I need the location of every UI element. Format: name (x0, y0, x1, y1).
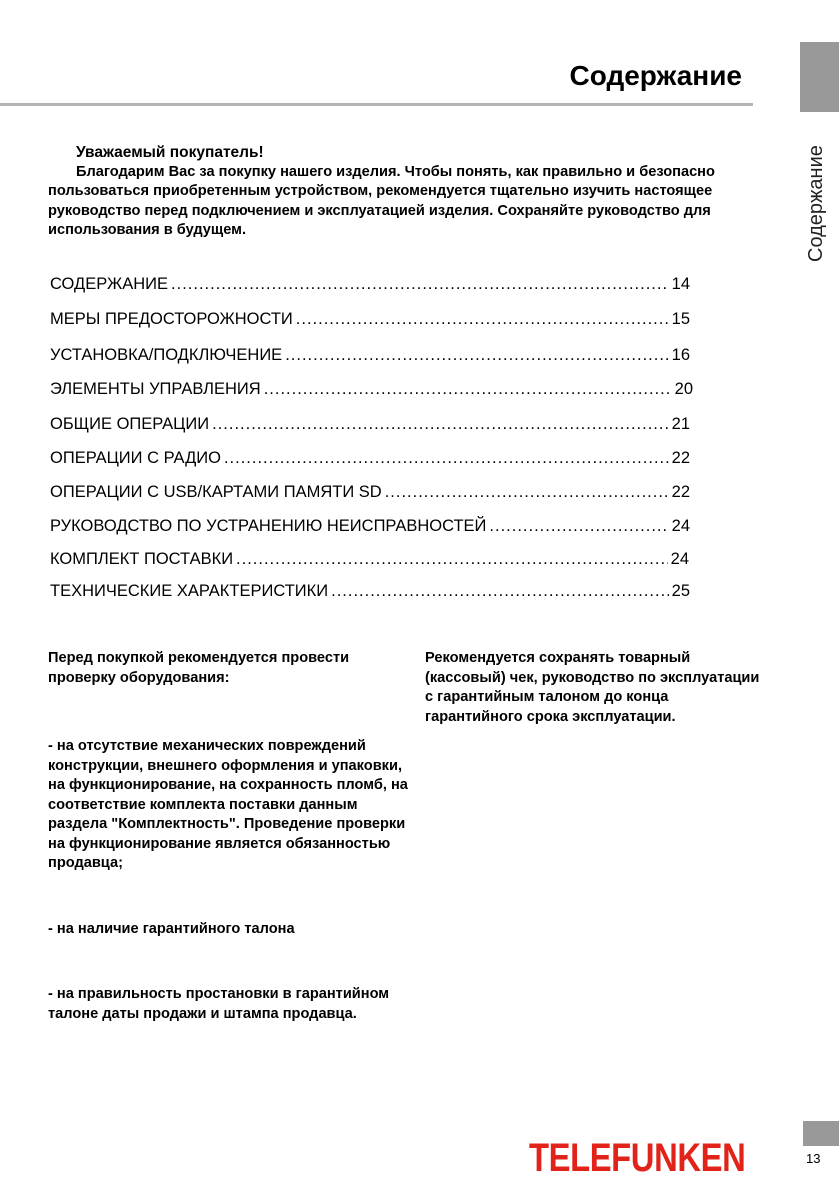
receipt-note-column (425, 649, 765, 727)
toc-page: 24 (670, 550, 689, 568)
toc-label: ОПЕРАЦИИ С USB/КАРТАМИ ПАМЯТИ SD (50, 483, 382, 501)
page-title: Содержание (569, 60, 742, 91)
telefunken-logo: TELEFUNKEN (529, 1136, 746, 1180)
toc-leader (264, 380, 672, 399)
toc-leader (171, 275, 669, 294)
toc-label: СОДЕРЖАНИЕ (50, 275, 169, 293)
toc-label: ЭЛЕМЕНТЫ УПРАВЛЕНИЯ (50, 380, 261, 398)
toc-item (50, 415, 690, 437)
toc-label: МЕРЫ ПРЕДОСТОРОЖНОСТИ (50, 310, 293, 328)
check-heading: Перед покупкой рекомендуется провести проверку оборудования: (48, 650, 350, 686)
title-divider (0, 103, 753, 106)
toc-leader (212, 415, 669, 434)
toc-page: 14 (671, 275, 690, 293)
toc-page: 25 (671, 582, 690, 600)
toc-label: ОПЕРАЦИИ С РАДИО (50, 449, 221, 467)
check-item-damage: - на отсутствие механических повреждений конструкции, внешнего оформления и упаковки, на функционирование, на сохранность пломб, на соответствие комплекта поставки данным раздела "Комплектность". Проведение проверки на функционирование является обязанностью продавца; (48, 738, 408, 871)
section-tab-marker (800, 42, 839, 112)
toc-label: ОБЩИЕ ОПЕРАЦИИ (50, 415, 210, 433)
toc-page: 15 (671, 310, 690, 328)
toc-item (50, 346, 690, 368)
intro-block (48, 143, 763, 241)
side-section-label: Содержание (805, 145, 827, 262)
check-item-stamp: - на правильность простановки в гарантийном талоне даты продажи и штампа продавца. (48, 986, 390, 1022)
toc-item (50, 275, 690, 297)
toc-leader (296, 310, 669, 329)
toc-item (50, 517, 690, 539)
toc-label: УСТАНОВКА/ПОДКЛЮЧЕНИЕ (50, 346, 283, 364)
toc-leader (236, 550, 668, 569)
toc-label: ТЕХНИЧЕСКИЕ ХАРАКТЕРИСТИКИ (50, 582, 329, 600)
toc-page: 22 (671, 449, 690, 467)
toc-label: КОМПЛЕКТ ПОСТАВКИ (50, 550, 234, 568)
page-tab-marker (803, 1121, 839, 1146)
toc-item (50, 582, 690, 604)
toc-page: 24 (671, 517, 690, 535)
intro-text: Благодарим Вас за покупку нашего изделия. Чтобы понять, как правильно и безопасно пользоваться приобретенным устройством, рекомендуется тщательно изучить настоящее руководство перед подключением и эксплуатацией изделия. Сохраняйте руководство для использования в будущем. (48, 163, 715, 238)
receipt-note: Рекомендуется сохранять товарный (кассовый) чек, руководство по эксплуатации с гарантийным талоном до конца гарантийного срока эксплуатации. (425, 650, 760, 725)
toc-leader (285, 346, 668, 365)
toc-label: РУКОВОДСТВО ПО УСТРАНЕНИЮ НЕИСПРАВНОСТЕЙ (50, 517, 487, 535)
toc-item (50, 550, 689, 572)
intro-greeting: Уважаемый покупатель! (76, 144, 264, 161)
toc-item (50, 449, 690, 471)
toc-page: 20 (674, 380, 693, 398)
toc-page: 22 (671, 483, 690, 501)
toc-item (50, 483, 690, 505)
toc-page: 21 (671, 415, 690, 433)
toc-leader (385, 483, 669, 502)
check-item-warranty: - на наличие гарантийного талона (48, 920, 295, 937)
toc-page: 16 (671, 346, 690, 364)
toc-leader (331, 582, 669, 601)
toc-leader (224, 449, 669, 468)
page-number: 13 (806, 1151, 821, 1166)
toc-item (50, 380, 693, 402)
pre-purchase-check-column (48, 649, 413, 1024)
toc-leader (489, 517, 668, 536)
toc-item (50, 310, 690, 332)
